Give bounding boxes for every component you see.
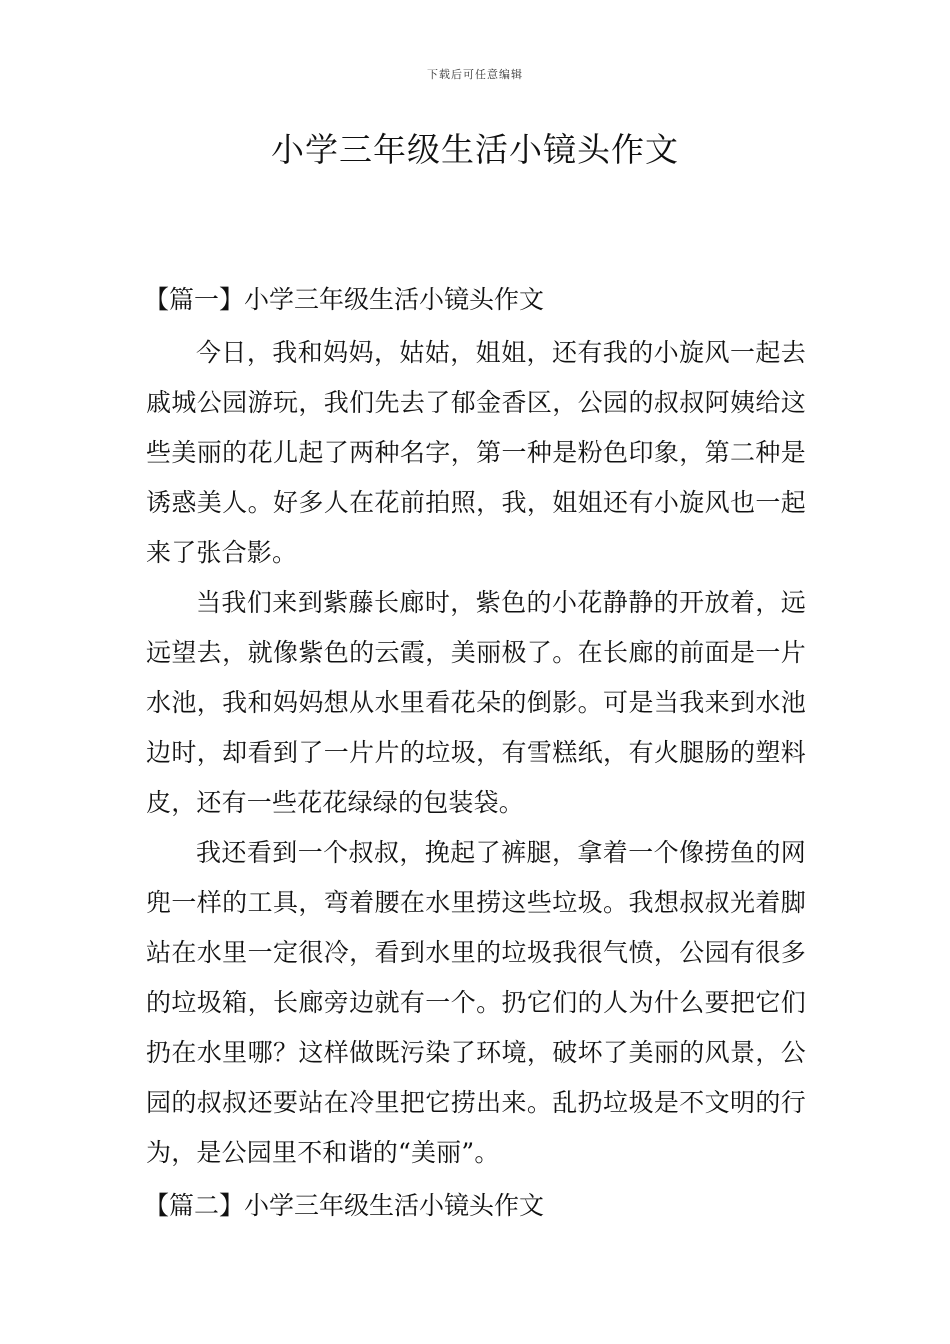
paragraph-1: 今日，我和妈妈，姑姑，姐姐，还有我的小旋风一起去戚城公园游玩，我们先去了郁金香区，公园的叔叔阿姨给这些美丽的花儿起了两种名字，第一种是粉色印象，第二种是诱惑美人。好多人在花前拍照，我，姐姐还有小旋风也一起来了张合影。 — [146, 338, 806, 567]
document-body — [146, 278, 806, 1234]
paragraph-3: 我还看到一个叔叔，挽起了裤腿，拿着一个像捞鱼的网兜一样的工具，弯着腰在水里捞这些垃圾。我想叔叔光着脚站在水里一定很冷，看到水里的垃圾我很气愤，公园有很多的垃圾箱，长廊旁边就有一个。扔它们的人为什么要把它们扔在水里哪？这样做既污染了环境，破坏了美丽的风景，公园的叔叔还要站在冷里把它捞出来。乱扔垃圾是不文明的行为，是公园里不和谐的“美丽”。 — [146, 838, 806, 1167]
section-heading-1: 【篇一】小学三年级生活小镜头作文 — [144, 285, 545, 314]
document-title: 小学三年级生活小镜头作文 — [271, 130, 679, 169]
page-header-note: 下载后可任意编辑 — [427, 68, 523, 81]
section-heading-2: 【篇二】小学三年级生活小镜头作文 — [144, 1191, 545, 1220]
paragraph-2: 当我们来到紫藤长廊时，紫色的小花静静的开放着，远远望去，就像紫色的云霞，美丽极了。在长廊的前面是一片水池，我和妈妈想从水里看花朵的倒影。可是当我来到水池边时，却看到了一片片的垃圾，有雪糕纸，有火腿肠的塑料皮，还有一些花花绿绿的包装袋。 — [146, 588, 806, 817]
